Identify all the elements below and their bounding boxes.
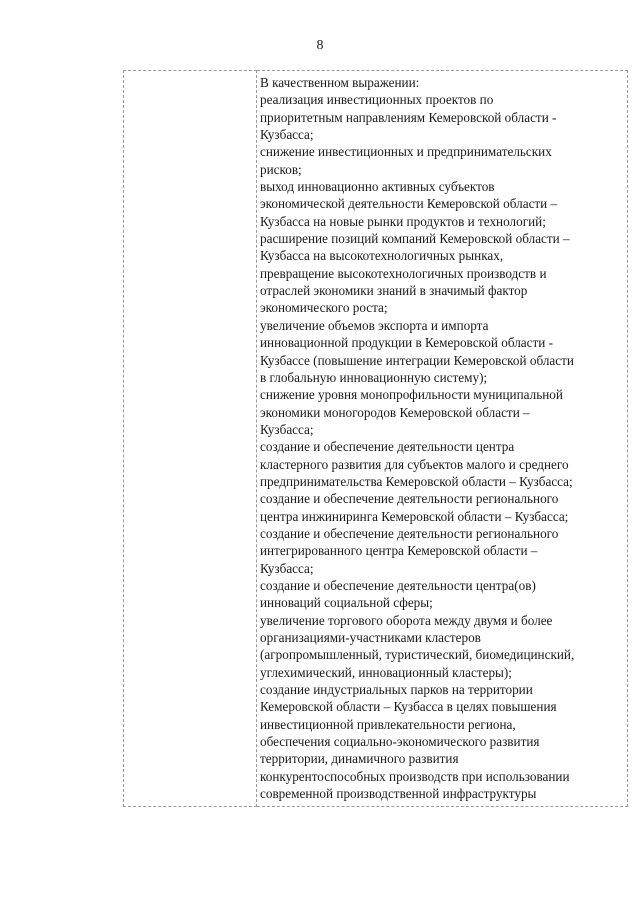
text-line: современной производственной инфраструктуры: [260, 786, 537, 802]
text-line: рисков;: [260, 161, 302, 177]
text-line: снижение уровня монопрофильности муниципальной: [260, 387, 563, 403]
text-line: снижение инвестиционных и предпринимательских: [260, 144, 552, 160]
text-line: Кузбассе (повышение интеграции Кемеровской области: [260, 352, 574, 368]
text-line: создание и обеспечение деятельности центра: [260, 439, 515, 455]
text-line: Кемеровской области – Кузбасса в целях повышения: [260, 699, 557, 715]
text-line: создание и обеспечение деятельности регионального: [260, 491, 559, 507]
right-cell: [257, 71, 628, 807]
table-row: [124, 71, 628, 807]
text-line: инвестиционной привлекательности региона,: [260, 716, 516, 732]
text-line: организациями-участниками кластеров: [260, 630, 481, 645]
text-line: отраслей экономики знаний в значимый фактор: [260, 283, 528, 299]
text-line: расширение позиций компаний Кемеровской области –: [260, 231, 570, 247]
text-line: интегрированного центра Кемеровской области –: [260, 543, 538, 559]
left-cell: [124, 71, 257, 807]
text-line: в глобальную инновационную систему);: [260, 369, 488, 385]
text-line: инноваций социальной сферы;: [260, 595, 433, 611]
text-line: Кузбасса на новые рынки продуктов и технологий;: [260, 213, 546, 229]
text-line: кластерного развития для субъектов малого и среднего: [260, 456, 569, 472]
text-line: создание и обеспечение деятельности регионального: [260, 525, 559, 541]
text-line: реализация инвестиционных проектов по: [260, 92, 494, 108]
text-line: территории, динамичного развития: [260, 751, 459, 767]
text-line: Кузбасса на высокотехнологичных рынках,: [260, 248, 504, 264]
content-table: [123, 70, 628, 807]
text-line: обеспечения социально-экономического развития: [260, 734, 540, 750]
left-cell-text: [124, 71, 256, 78]
text-line: конкурентоспособных производств при использовании: [260, 768, 570, 784]
text-line: создание индустриальных парков на территории: [260, 682, 533, 698]
text-line: приоритетным направлениям Кемеровской области -: [260, 109, 557, 125]
text-line: экономики моногородов Кемеровской области –: [260, 404, 530, 420]
text-line: (агропромышленный, туристический, биомедицинский,: [260, 647, 575, 663]
text-line: предпринимательства Кемеровской области – Кузбасса;: [260, 473, 573, 489]
text-line: Кузбасса;: [260, 127, 314, 143]
text-line: выход инновационно активных субъектов: [260, 179, 495, 195]
right-cell-text: [257, 71, 627, 806]
text-line: превращение высокотехнологичных производств и: [260, 265, 547, 281]
page-number: 8: [316, 38, 324, 53]
text-line: создание и обеспечение деятельности центра(ов): [260, 577, 536, 593]
text-line: экономического роста;: [260, 300, 388, 316]
text-line: увеличение торгового оборота между двумя и более: [260, 612, 553, 628]
text-line: Кузбасса;: [260, 560, 314, 576]
text-line: центра инжиниринга Кемеровской области – Кузбасса;: [260, 508, 569, 524]
text-line: инновационной продукции в Кемеровской области -: [260, 335, 554, 351]
text-line: экономической деятельности Кемеровской области –: [260, 196, 558, 212]
text-line: Кузбасса;: [260, 421, 314, 437]
text-line: углехимический, инновационный кластеры);: [260, 664, 512, 680]
text-line: В качественном выражении:: [260, 75, 420, 90]
text-line: увеличение объемов экспорта и импорта: [260, 317, 489, 333]
